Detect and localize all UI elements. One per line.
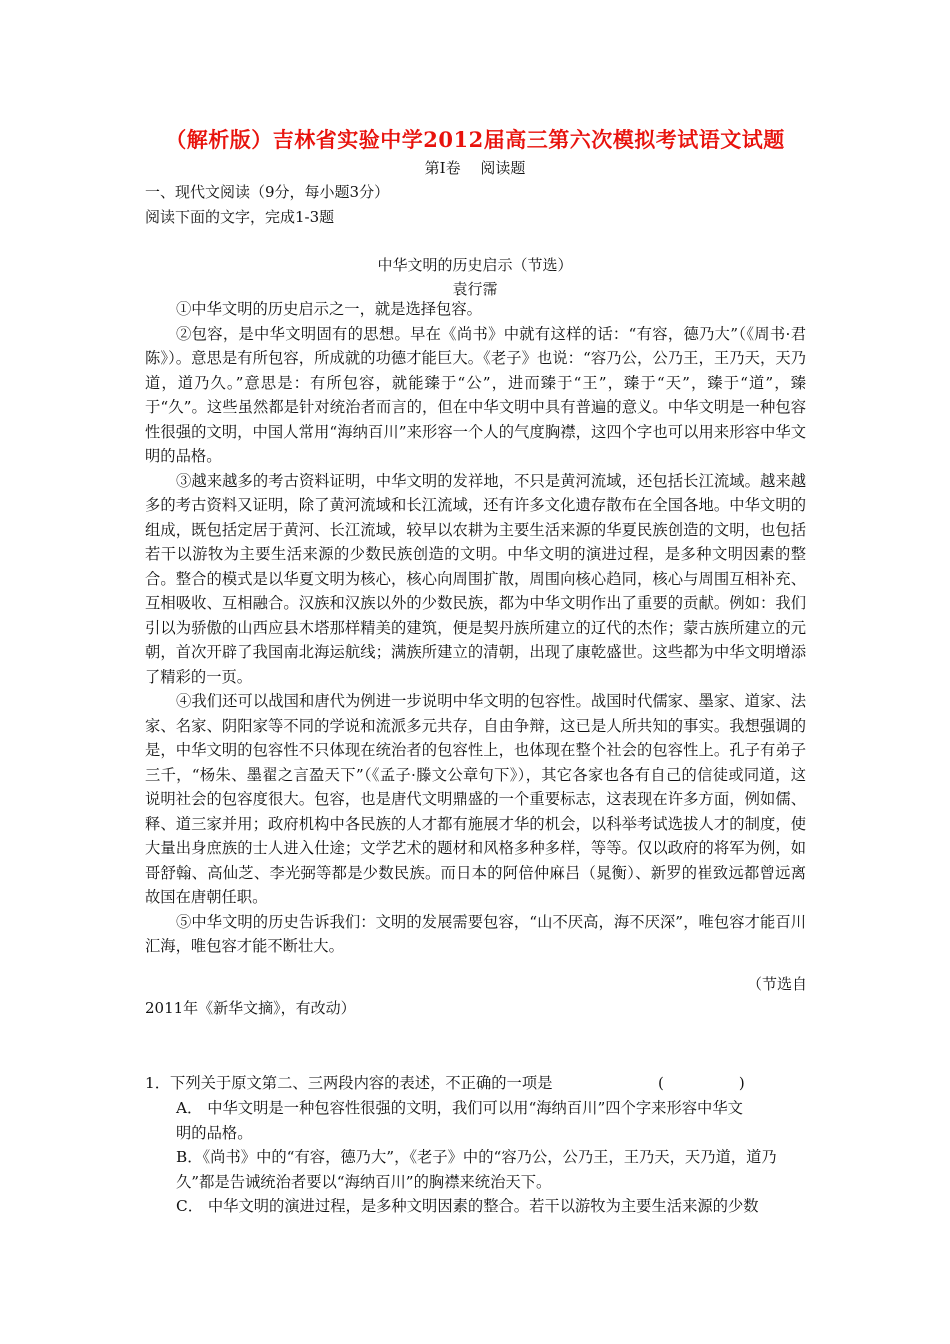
article-paragraph-2: ②包容，是中华文明固有的思想。早在《尚书》中就有这样的话：“有容，德乃大”（《周书·君陈》）。意思是有所包容，所成就的功德才能巨大。《老子》也说：“容乃公，公乃王，王乃天，天乃道，道乃久。”意思是：有所包容，就能臻于“公”，进而臻于“王”，臻于“天”，臻于“道”，臻于“久”。这些虽然都是针对统治者而言的，但在中华文明中具有普遍的意义。中华文明是一种包容性很强的文明，中国人常用“海纳百川”来形容一个人的气度胸襟，这四个字也可以用来形容中华文明的品格。	[145, 324, 806, 465]
article-body	[145, 297, 806, 959]
article-source-line1: （节选自	[746, 975, 807, 993]
option-a-line2: 明的品格。	[176, 1124, 253, 1142]
question-1-text: 1．下列关于原文第二、三两段内容的表述，不正确的一项是	[145, 1074, 553, 1092]
volume-heading: 第Ⅰ卷 阅读题	[424, 159, 526, 177]
option-a-line1: A． 中华文明是一种包容性很强的文明，我们可以用“海纳百川”四个字来形容中华文	[176, 1099, 743, 1117]
option-b-line1: B．《尚书》中的“有容，德乃大”，《老子》中的“容乃公，公乃王，王乃天，天乃道，道乃	[176, 1148, 777, 1166]
article-title: 中华文明的历史启示（节选）	[377, 256, 573, 274]
document-title: （解析版）吉林省实验中学2012届高三第六次模拟考试语文试题	[165, 127, 785, 152]
answer-bracket: ( )	[658, 1074, 745, 1092]
article-author: 袁行霈	[452, 280, 498, 298]
article-paragraph-5: ⑤中华文明的历史告诉我们：文明的发展需要包容，“山不厌高，海不厌深”，唯包容才能百川汇海，唯包容才能不断壮大。	[145, 912, 806, 955]
section-heading: 一、现代文阅读（9分，每小题3分）	[145, 183, 390, 201]
option-b-line2: 久”都是告诫统治者要以“海纳百川”的胸襟来统治天下。	[176, 1173, 552, 1191]
article-source-line2: 2011年《新华文摘》，有改动）	[145, 999, 356, 1017]
article-paragraph-4: ④我们还可以战国和唐代为例进一步说明中华文明的包容性。战国时代儒家、墨家、道家、法家、名家、阴阳家等不同的学说和流派多元共存，自由争辩，这已是人所共知的事实。我想强调的是，中华文明的包容性不只体现在统治者的包容性上，也体现在整个社会的包容性上。孔子有弟子三千，“杨朱、墨翟之言盈天下”（《孟子·滕文公章句下》），其它各家也各有自己的信徒或同道，这说明社会的包容度很大。包容，也是唐代文明鼎盛的一个重要标志，这表现在许多方面，例如儒、释、道三家并用；政府机构中各民族的人才都有施展才华的机会，以科举考试选拔人才的制度，使大量出身庶族的士人进入仕途；文学艺术的题材和风格多种多样，等等。仅以政府的将军为例，如哥舒翰、高仙芝、李光弼等都是少数民族。而日本的阿倍仲麻吕（晁衡）、新罗的崔致远都曾远离故国在唐朝任职。	[145, 692, 806, 906]
option-c-line1: C． 中华文明的演进过程，是多种文明因素的整合。若干以游牧为主要生活来源的少数	[176, 1197, 759, 1215]
reading-instruction: 阅读下面的文字，完成1-3题	[145, 208, 335, 226]
article-paragraph-3: ③越来越多的考古资料证明，中华文明的发祥地，不只是黄河流域，还包括长江流域。越来越多的考古资料又证明，除了黄河流域和长江流域，还有许多文化遗存散布在全国各地。中华文明的组成，既包括定居于黄河、长江流域，较早以农耕为主要生活来源的华夏民族创造的文明，也包括若干以游牧为主要生活来源的少数民族创造的文明。中华文明的演进过程，是多种文明因素的整合。整合的模式是以华夏文明为核心，核心向周围扩散，周围向核心趋同，核心与周围互相补充、互相吸收、互相融合。汉族和汉族以外的少数民族，都为中华文明作出了重要的贡献。例如：我们引以为骄傲的山西应县木塔那样精美的建筑，便是契丹族所建立的辽代的杰作；蒙古族所建立的元朝，首次开辟了我国南北海运航线；满族所建立的清朝，出现了康乾盛世。这些都为中华文明增添了精彩的一页。	[145, 471, 806, 686]
article-paragraph-1: ①中华文明的历史启示之一，就是选择包容。	[176, 300, 482, 318]
